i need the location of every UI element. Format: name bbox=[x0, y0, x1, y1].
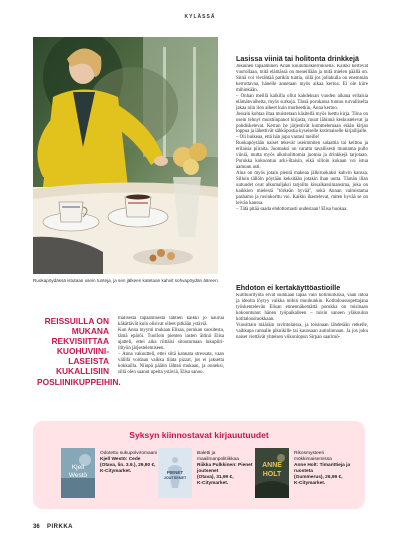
books-title: Syksyn kiinnostavat kirjauutuudet bbox=[129, 430, 269, 440]
book-shop-holt: K-Citymarket. bbox=[294, 480, 326, 486]
book-title-westo: Kjell Westö: Cede bbox=[100, 456, 141, 462]
book-title-pulkkinen: Riikka Pulkkinen: Pienet joutsenet bbox=[197, 462, 253, 474]
book-cover-westo-author-first: Kjell bbox=[71, 464, 85, 471]
book-details-pulkkinen: (Otava), 31,99 €, bbox=[197, 474, 234, 480]
book-genre-westo: Odotettu sukupolviromaani bbox=[100, 451, 158, 456]
magazine-name: PIRKKA bbox=[47, 524, 74, 530]
dinner-photo bbox=[33, 37, 218, 274]
book-cover-pulkkinen bbox=[158, 448, 192, 498]
page-number: 36 bbox=[33, 524, 40, 530]
book-cover-pulkkinen-title-bottom: JOUTSENET bbox=[163, 476, 187, 480]
dinner-photo-illustration bbox=[33, 37, 218, 274]
book-cover-holt-author-first: ANNE bbox=[262, 462, 282, 469]
pull-quote: REISSUILLA ON MUKANA REKVISIITTAA KUOHUVIINI-LASEISTA KUKALLISIIN POSLIINIKUPPEIHIN. bbox=[37, 316, 121, 387]
book-genre-holt: Rikosmysteeri mökkimaisemissa bbox=[294, 451, 332, 462]
book-details-westo: (Otava, lin. 3.9.), 29,90 €, bbox=[100, 462, 156, 468]
book-desc-holt bbox=[294, 451, 362, 486]
photo-caption: Ruokapöydässä istutaan usein tunteja, ja sen jälkeen katetaan kahvit sohvapöydän ääreen. bbox=[33, 278, 219, 283]
book-desc-pulkkinen bbox=[197, 451, 255, 486]
book-cover-westo bbox=[61, 448, 95, 498]
book-shop-pulkkinen: K-Citymarket. bbox=[197, 480, 229, 486]
book-cover-westo-author-last: Westö bbox=[68, 472, 88, 479]
book-title-holt: Anne Holt: Timanttieja ja ruosteta bbox=[294, 462, 351, 474]
book-details-holt: (Gummerus), 26,99 €, bbox=[294, 474, 343, 480]
article-body-drinks: Jokainen tapaaminen Ailan kuulumiskierroksella. Kaikki kertovat vuorollaan, mitä elämässä on meneillään ja mitä mielen päällä on. Siinä voi vierähtää parikin tuntia, sillä jos jollakulla on enemmän kerrottavaa, hänelle annetaan myös aikaa kertoa. Ei ole kiire mihinkään. – Onhan meillä kaikilla ollut kahdeksan vuoden aikana erilaisia elämänvaiheita, myös surkuja. Tässä porukassa tuntuu turvalliselta jakaa niin ilon aiheet kuin murheetkin, Anna kertoo. Jossain kohtaa iltaa muistetaan käsitellä myös luettu kirja. Tiina on usein tehnyt muistiinpanot kirjasta, muut lähinnä keskustelevat ja pohdiskelevat. Kerran he järjestivät kummelemaan erään kirjan loppua ja lähettivät sähköpostia kyseiselle kotimaiselle kirjailijalle. – Oli huikeaa, että hän jopa vastasi meille! Ruokapöytään naiset tekevät useimmiten salaattia tai keittoa ja erilaisia piiraita. Juomaksi on varattu tavallisesti muutama pullo viiniä, mutta myös alkoholittomia juomia ja drinkkejä tarjotaan. Porukka kokoontuu arki-iltaisin, eikä silloin kukaan voi istua aamuun asti. Aina on myös jotain pientä makeaa jälkiruokaksi kahvin kanssa. Silloin tällöin pöytään keksitään jotakin ihan uutta. Tämän illan uutuudet ovat alkumaljaksi tarjoiltu kissalkassimansima, joka on kaikkien mielestä "törkeän hyvää", sekä Annan valmistama pashamo ja rusinkorttu voi. Kaikki ihastelevat, miten hyvää se on leivän kanssa. – Tätä pitää saada ehdottomasti uudestaan! Elisa huokaa. bbox=[236, 64, 368, 212]
book-desc-westo bbox=[100, 451, 162, 475]
article-body-dishes: Kulttuurityötä eivät suinkaan tapaa vain kotimurkissa, vaan intoa ja ideoita löytyy vaikka mihin muuhunkin. Kotitaloussopettajana työskentelevän Elisan ennennäkemättä porukka on toisinaan kokoontunut hänen työpaikalleen – toisin sanoen yläkoulun kotitalousluokkaan. Vuosittain määräin ravintolaissa, ja toisinaan lähdetään retkelle, vaikkapa rannalle piknikille tai kaunsaan autiolinnaan. Ja jos joku naiset viettävät yhteisen viikonlopun Sirpan saarimö- bbox=[236, 293, 368, 340]
article-heading-drinks: Lasissa viiniä tai holitonta drinkkejä bbox=[236, 54, 360, 63]
book-cover-holt bbox=[255, 448, 289, 498]
book-cover-holt-author-last: HOLT bbox=[262, 471, 282, 478]
middle-column-text: mälisestä tapaamisesta lähtien kaikki jo naurua käkättävät kuin olisivat olleet pitkään ystäviä. Kun Anna myymi mukaan Elisaa, porukan suositesta, tämä epäröi. Tuolloin pienten lasten äitinä Elisa ajatteli, ettei aika riittäisi sitoutumaan lukupiiri-ilityön järjestelemiseen. – Anna vakuutteli, ettei siitä kannata stressata, vaan välillä voidaan vaikka tilata pizzat, jos ei jaksetta kokkailla. Niinpä päätin lähteä mukaan, ja onneksi, sillä olen saanut upeita ystäviä, Elisa sanoo. bbox=[118, 316, 224, 375]
book-shop-westo: K-Citymarket. bbox=[100, 468, 132, 474]
article-heading-dishes: Ehdoton ei kertakäyttöastioille bbox=[236, 283, 341, 292]
book-cover-pulkkinen-title-top: PIENET bbox=[166, 470, 184, 475]
book-genre-pulkkinen: Baletti ja maailmanpolitiikkaa bbox=[197, 451, 239, 462]
section-tag: KYLÄSSÄ bbox=[184, 14, 216, 20]
